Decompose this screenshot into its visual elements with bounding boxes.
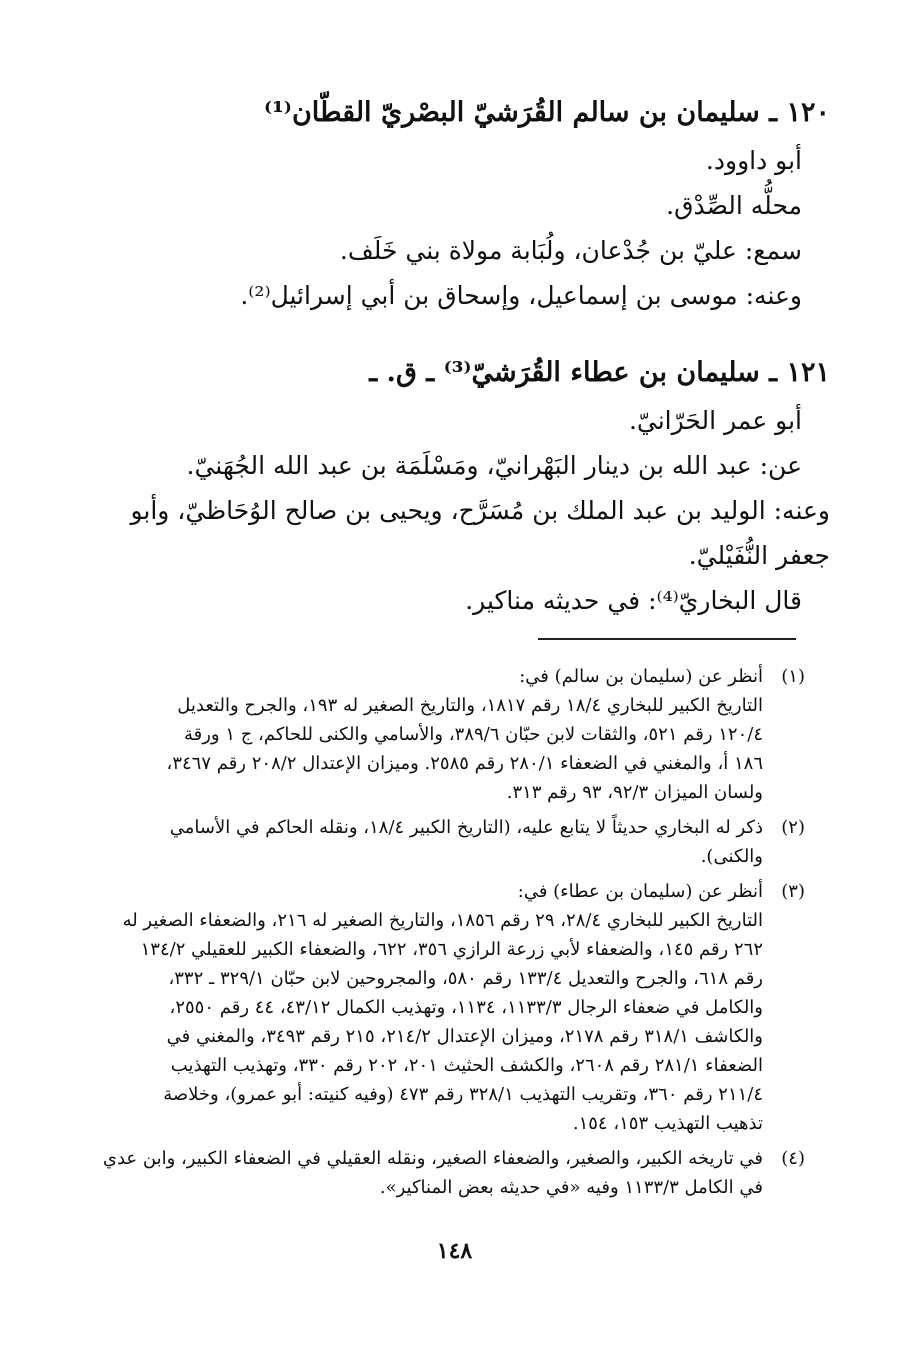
footnote-number: (١): [781, 666, 805, 687]
footnote-line: والكنى).: [700, 846, 763, 867]
entry-line: أبو داوود.: [705, 146, 802, 175]
page-number: ١٤٨: [436, 1238, 473, 1264]
entry-121: [60, 348, 830, 623]
footnote-number: (٣): [781, 881, 805, 902]
entry-heading: ١٢١ ـ سليمان بن عطاء القُرَشيّ⁽³⁾ ـ ق. ـ: [369, 357, 830, 388]
footnote-line: ٢٦٢ رقم ١٤٥، والضعفاء لأبي زرعة الرازي ٣٥٦، ٦٢٢، والضعفاء الكبير للعقيلي ١٣٤/٢: [140, 939, 763, 960]
entry-line: سمع: عليّ بن جُدْعان، ولُبَابة مولاة بني خَلَف.: [339, 236, 802, 265]
main-text: [60, 88, 830, 653]
footnote-line: الضعفاء ٢٨١/١ رقم ٢٦٠٨، والكشف الحثيث ٢٠١، ٢٠٢ رقم ٣٣٠، وتهذيب التهذيب: [170, 1055, 763, 1076]
footnote-line: ولسان الميزان ٩٢/٣، ٩٣ رقم ٣١٣.: [506, 782, 763, 803]
entry-line: قال البخاريّ⁽⁴⁾: في حديثه مناكير.: [465, 586, 802, 615]
entry-heading: ١٢٠ ـ سليمان بن سالم القُرَشيّ البصْريّ القطّان⁽¹⁾: [264, 97, 830, 128]
footnote-separator: [538, 638, 796, 640]
footnote-line: أنظر عن (سليمان بن سالم) في:: [519, 666, 763, 687]
footnote-line: في الكامل ١١٣٣/٣ وفيه «في حديثه بعض المناكير».: [379, 1177, 763, 1198]
footnote-line: رقم ٦١٨، والجرح والتعديل ١٣٣/٤ رقم ٥٨٠، والمجروحين لابن حبّان ٣٢٩/١ ـ ٣٣٢،: [168, 968, 763, 989]
footnote-line: تذهيب التهذيب ١٥٣، ١٥٤.: [572, 1113, 763, 1134]
footnote-line: أنظر عن (سليمان بن عطاء) في:: [517, 881, 763, 902]
footnote-2: [75, 813, 805, 871]
footnote-line: التاريخ الكبير للبخاري ١٨/٤ رقم ١٨١٧، والتاريخ الصغير له ١٩٣، والجرح والتعديل: [177, 695, 763, 716]
footnote-text: [75, 813, 763, 871]
footnote-text: [75, 1144, 763, 1202]
entry-120: [60, 88, 830, 318]
entry-line: أبو عمر الحَرّانيّ.: [628, 406, 802, 435]
footnote-text: [75, 877, 763, 1138]
entry-line: وعنه: موسى بن إسماعيل، وإسحاق بن أبي إسرائيل⁽²⁾.: [240, 281, 802, 310]
footnote-number: (٢): [781, 817, 805, 838]
footnote-4: [75, 1144, 805, 1202]
entry-line: عن: عبد الله بن دينار البَهْرانيّ، ومَسْلَمَة بن عبد الله الجُهَنيّ.: [186, 451, 802, 480]
footnote-3: [75, 877, 805, 1138]
footnote-line: ١٢٠/٤ رقم ٥٢١، والثقات لابن حبّان ٣٨٩/٦، والأسامي والكنى للحاكم، ج ١ ورقة: [183, 724, 763, 745]
footnote-line: ٢١١/٤ رقم ٣٦٠، وتقريب التهذيب ٣٢٨/١ رقم ٤٧٣ (وفيه كنيته: أبو عمرو)، وخلاصة: [163, 1084, 763, 1105]
footnote-line: والكامل في ضعفاء الرجال ١١٣٣/٣، ١١٣٤، وتهذيب الكمال ٤٣/١٢، ٤٤ رقم ٢٥٥٠،: [169, 997, 763, 1018]
footnote-line: والكاشف ٣١٨/١ رقم ٢١٧٨، وميزان الإعتدال ٢١٤/٢، ٢١٥ رقم ٣٤٩٣، والمغني في: [166, 1026, 763, 1047]
entry-line: وعنه: الوليد بن عبد الملك بن مُسَرَّح، ويحيى بن صالح الوُحَاظيّ، وأبو: [130, 496, 830, 525]
footnote-1: [75, 662, 805, 807]
entry-line: جعفر النُّفَيْليّ.: [688, 541, 830, 570]
footnote-number: (٤): [781, 1148, 805, 1169]
footnote-line: ذكر له البخاري حديثاً لا يتابع عليه، (التاريخ الكبير ١٨/٤، ونقله الحاكم في الأسامي: [169, 817, 763, 838]
footnote-line: ١٨٦ أ، والمغني في الضعفاء ٢٨٠/١ رقم ٢٥٨٥. وميزان الإعتدال ٢٠٨/٢ رقم ٣٤٦٧،: [166, 753, 763, 774]
footnotes: [75, 662, 805, 1208]
footnote-line: التاريخ الكبير للبخاري ٢٨/٤، ٢٩ رقم ١٨٥٦، والتاريخ الصغير له ٢١٦، والضعفاء الصغير له: [122, 910, 763, 931]
entry-line: محلُّه الصِّدْق.: [666, 191, 802, 220]
footnote-line: في تاريخه الكبير، والصغير، والضعفاء الصغير، ونقله العقيلي في الضعفاء الكبير، وابن عدي: [102, 1148, 763, 1169]
footnote-text: [75, 662, 763, 807]
